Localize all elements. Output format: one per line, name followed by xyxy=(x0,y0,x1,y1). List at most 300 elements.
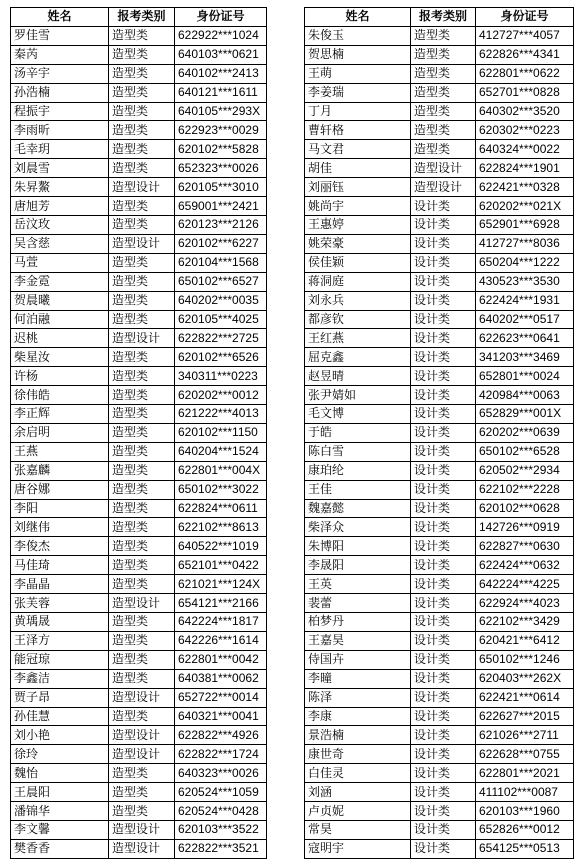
table-row xyxy=(305,442,574,461)
category-cell: 造型类 xyxy=(109,159,175,178)
id-cell: 622627***2015 xyxy=(476,707,574,726)
category-cell: 造型类 xyxy=(109,556,175,575)
category-cell: 设计类 xyxy=(411,329,476,348)
name-cell: 刘晨雪 xyxy=(11,159,109,178)
id-cell: 341203***3469 xyxy=(476,348,574,367)
id-cell: 652701***0828 xyxy=(476,83,574,102)
name-cell: 赵昱晴 xyxy=(305,367,411,386)
category-cell: 设计类 xyxy=(411,537,476,556)
category-column-header: 报考类别 xyxy=(109,8,175,27)
name-cell: 曹轩格 xyxy=(305,121,411,140)
header-row xyxy=(11,8,267,27)
category-cell: 设计类 xyxy=(411,650,476,669)
name-cell: 贺思楠 xyxy=(305,45,411,64)
table-row xyxy=(305,726,574,745)
category-cell: 造型类 xyxy=(109,26,175,45)
id-cell: 650102***6528 xyxy=(476,442,574,461)
table-row xyxy=(305,215,574,234)
name-cell: 姚尚宇 xyxy=(305,197,411,216)
table-row xyxy=(305,537,574,556)
category-cell: 造型设计 xyxy=(109,820,175,839)
id-cell: 622628***0755 xyxy=(476,745,574,764)
category-cell: 设计类 xyxy=(411,745,476,764)
id-cell: 620102***0628 xyxy=(476,499,574,518)
id-cell: 620102***1150 xyxy=(175,423,267,442)
id-cell: 620105***4025 xyxy=(175,310,267,329)
category-column-header: 报考类别 xyxy=(411,8,476,27)
id-cell: 620421***6412 xyxy=(476,631,574,650)
table-row xyxy=(11,726,267,745)
id-cell: 640103***0621 xyxy=(175,45,267,64)
table-row xyxy=(305,386,574,405)
category-cell: 造型设计 xyxy=(109,329,175,348)
category-cell: 造型类 xyxy=(109,707,175,726)
name-cell: 景浩楠 xyxy=(305,726,411,745)
name-cell: 寇明宇 xyxy=(305,839,411,858)
right-roster-table xyxy=(304,7,574,859)
table-row xyxy=(11,197,267,216)
name-cell: 王泽方 xyxy=(11,631,109,650)
name-cell: 康珀纶 xyxy=(305,461,411,480)
id-cell: 622824***1901 xyxy=(476,159,574,178)
category-cell: 造型类 xyxy=(411,64,476,83)
category-cell: 设计类 xyxy=(411,272,476,291)
table-row xyxy=(305,499,574,518)
category-cell: 造型类 xyxy=(109,291,175,310)
category-cell: 造型设计 xyxy=(411,159,476,178)
category-cell: 造型类 xyxy=(411,45,476,64)
category-cell: 设计类 xyxy=(411,707,476,726)
category-cell: 设计类 xyxy=(411,499,476,518)
table-row xyxy=(11,291,267,310)
category-cell: 造型类 xyxy=(411,102,476,121)
table-row xyxy=(11,102,267,121)
category-cell: 造型类 xyxy=(109,121,175,140)
category-cell: 造型类 xyxy=(109,310,175,329)
id-cell: 652101***0422 xyxy=(175,556,267,575)
id-cell: 622922***1024 xyxy=(175,26,267,45)
table-row xyxy=(305,613,574,632)
name-cell: 李曈 xyxy=(305,669,411,688)
name-cell: 李正辉 xyxy=(11,405,109,424)
id-cell: 640202***0035 xyxy=(175,291,267,310)
id-cell: 621021***124X xyxy=(175,575,267,594)
id-cell: 412727***8036 xyxy=(476,234,574,253)
table-row xyxy=(11,405,267,424)
name-cell: 康世奇 xyxy=(305,745,411,764)
name-cell: 李雨昕 xyxy=(11,121,109,140)
table-row xyxy=(11,234,267,253)
category-cell: 设计类 xyxy=(411,253,476,272)
name-cell: 王英 xyxy=(305,575,411,594)
category-cell: 设计类 xyxy=(411,669,476,688)
name-cell: 侯佳颖 xyxy=(305,253,411,272)
name-cell: 李姜瑞 xyxy=(305,83,411,102)
category-cell: 造型类 xyxy=(109,613,175,632)
name-cell: 刘小艳 xyxy=(11,726,109,745)
table-row xyxy=(305,839,574,858)
category-cell: 造型类 xyxy=(109,764,175,783)
table-row xyxy=(305,121,574,140)
id-cell: 622102***3429 xyxy=(476,613,574,632)
category-cell: 造型类 xyxy=(109,537,175,556)
id-cell: 620502***2934 xyxy=(476,461,574,480)
name-cell: 柴星汝 xyxy=(11,348,109,367)
id-cell: 622801***2021 xyxy=(476,764,574,783)
name-cell: 屈克鑫 xyxy=(305,348,411,367)
name-cell: 白佳灵 xyxy=(305,764,411,783)
id-cell: 642224***4225 xyxy=(476,575,574,594)
category-cell: 造型类 xyxy=(109,631,175,650)
id-cell: 652722***0014 xyxy=(175,688,267,707)
table-row xyxy=(11,556,267,575)
category-cell: 造型类 xyxy=(109,650,175,669)
table-row xyxy=(305,480,574,499)
id-cell: 340311***0223 xyxy=(175,367,267,386)
table-row xyxy=(305,83,574,102)
table-row xyxy=(11,64,267,83)
id-cell: 622421***0328 xyxy=(476,178,574,197)
category-cell: 设计类 xyxy=(411,348,476,367)
name-cell: 潘锦华 xyxy=(11,802,109,821)
table-row xyxy=(305,423,574,442)
name-cell: 马萱 xyxy=(11,253,109,272)
table-row xyxy=(11,764,267,783)
category-cell: 设计类 xyxy=(411,688,476,707)
id-cell: 621222***4013 xyxy=(175,405,267,424)
table-row xyxy=(11,348,267,367)
category-cell: 设计类 xyxy=(411,461,476,480)
id-cell: 652801***0024 xyxy=(476,367,574,386)
name-cell: 陈泽 xyxy=(305,688,411,707)
id-column-header: 身份证号 xyxy=(476,8,574,27)
category-cell: 造型类 xyxy=(109,499,175,518)
table-row xyxy=(11,707,267,726)
name-cell: 侍国卉 xyxy=(305,650,411,669)
name-cell: 王萌 xyxy=(305,64,411,83)
name-cell: 秦芮 xyxy=(11,45,109,64)
id-cell: 620104***1568 xyxy=(175,253,267,272)
id-cell: 622424***0632 xyxy=(476,556,574,575)
category-cell: 设计类 xyxy=(411,442,476,461)
id-cell: 622102***8613 xyxy=(175,518,267,537)
category-cell: 设计类 xyxy=(411,613,476,632)
table-row xyxy=(11,121,267,140)
id-cell: 652901***6928 xyxy=(476,215,574,234)
table-row xyxy=(305,329,574,348)
name-cell: 卢贞妮 xyxy=(305,802,411,821)
table-row xyxy=(11,820,267,839)
category-cell: 设计类 xyxy=(411,480,476,499)
id-cell: 622801***004X xyxy=(175,461,267,480)
category-cell: 设计类 xyxy=(411,839,476,858)
category-cell: 造型类 xyxy=(109,253,175,272)
name-cell: 魏嘉懿 xyxy=(305,499,411,518)
table-row xyxy=(11,839,267,858)
category-cell: 造型类 xyxy=(109,102,175,121)
table-row xyxy=(11,215,267,234)
category-cell: 设计类 xyxy=(411,820,476,839)
id-cell: 640324***0022 xyxy=(476,140,574,159)
id-cell: 622801***0042 xyxy=(175,650,267,669)
id-cell: 621026***2711 xyxy=(476,726,574,745)
name-cell: 李鑫洁 xyxy=(11,669,109,688)
id-cell: 640321***0041 xyxy=(175,707,267,726)
table-row xyxy=(11,802,267,821)
id-cell: 622826***4341 xyxy=(476,45,574,64)
id-cell: 659001***2421 xyxy=(175,197,267,216)
table-row xyxy=(305,310,574,329)
id-cell: 650102***1246 xyxy=(476,650,574,669)
category-cell: 造型设计 xyxy=(109,745,175,764)
id-cell: 620403***262X xyxy=(476,669,574,688)
category-cell: 设计类 xyxy=(411,423,476,442)
id-cell: 640522***1019 xyxy=(175,537,267,556)
category-cell: 造型类 xyxy=(109,575,175,594)
table-row xyxy=(305,348,574,367)
category-cell: 设计类 xyxy=(411,197,476,216)
name-cell: 柏梦丹 xyxy=(305,613,411,632)
id-cell: 622822***4926 xyxy=(175,726,267,745)
id-cell: 640121***1611 xyxy=(175,83,267,102)
id-cell: 620202***021X xyxy=(476,197,574,216)
category-cell: 造型类 xyxy=(109,197,175,216)
name-cell: 罗佳雪 xyxy=(11,26,109,45)
name-cell: 魏怡 xyxy=(11,764,109,783)
category-cell: 造型类 xyxy=(109,272,175,291)
name-cell: 张嘉麟 xyxy=(11,461,109,480)
name-cell: 陈白雪 xyxy=(305,442,411,461)
table-row xyxy=(305,783,574,802)
name-cell: 胡佳 xyxy=(305,159,411,178)
name-cell: 李阳 xyxy=(11,499,109,518)
name-cell: 朱昇鰲 xyxy=(11,178,109,197)
id-cell: 622924***4023 xyxy=(476,594,574,613)
name-cell: 裴蕾 xyxy=(305,594,411,613)
name-cell: 丁月 xyxy=(305,102,411,121)
name-cell: 马佳琦 xyxy=(11,556,109,575)
id-cell: 652826***0012 xyxy=(476,820,574,839)
category-cell: 造型设计 xyxy=(109,839,175,858)
id-column-header: 身份证号 xyxy=(175,8,267,27)
table-row xyxy=(11,669,267,688)
name-cell: 余启明 xyxy=(11,423,109,442)
name-cell: 孙浩楠 xyxy=(11,83,109,102)
category-cell: 造型类 xyxy=(109,45,175,64)
id-cell: 652323***0026 xyxy=(175,159,267,178)
category-cell: 造型类 xyxy=(411,121,476,140)
id-cell: 620123***2126 xyxy=(175,215,267,234)
category-cell: 造型类 xyxy=(109,64,175,83)
id-cell: 620524***1059 xyxy=(175,783,267,802)
table-row xyxy=(305,631,574,650)
name-cell: 毛文博 xyxy=(305,405,411,424)
name-cell: 刘涵 xyxy=(305,783,411,802)
category-cell: 设计类 xyxy=(411,575,476,594)
id-cell: 620102***5828 xyxy=(175,140,267,159)
name-column-header: 姓名 xyxy=(305,8,411,27)
id-cell: 620102***6227 xyxy=(175,234,267,253)
category-cell: 造型类 xyxy=(109,386,175,405)
name-cell: 吴含慈 xyxy=(11,234,109,253)
table-row xyxy=(11,45,267,64)
id-cell: 622923***0029 xyxy=(175,121,267,140)
name-cell: 王红燕 xyxy=(305,329,411,348)
category-cell: 造型设计 xyxy=(411,178,476,197)
table-row xyxy=(305,45,574,64)
id-cell: 430523***3530 xyxy=(476,272,574,291)
name-cell: 李晟阳 xyxy=(305,556,411,575)
table-row xyxy=(11,650,267,669)
table-row xyxy=(305,669,574,688)
category-cell: 设计类 xyxy=(411,802,476,821)
category-cell: 造型设计 xyxy=(109,594,175,613)
table-row xyxy=(11,26,267,45)
table-row xyxy=(11,423,267,442)
name-cell: 樊香香 xyxy=(11,839,109,858)
id-cell: 412727***4057 xyxy=(476,26,574,45)
table-row xyxy=(11,480,267,499)
category-cell: 造型类 xyxy=(109,367,175,386)
name-cell: 王惠婷 xyxy=(305,215,411,234)
table-row xyxy=(11,159,267,178)
id-cell: 622623***0641 xyxy=(476,329,574,348)
name-cell: 李康 xyxy=(305,707,411,726)
table-row xyxy=(305,802,574,821)
name-cell: 何泊融 xyxy=(11,310,109,329)
id-cell: 642226***1614 xyxy=(175,631,267,650)
name-column-header: 姓名 xyxy=(11,8,109,27)
category-cell: 造型类 xyxy=(109,405,175,424)
category-cell: 造型类 xyxy=(411,140,476,159)
id-cell: 420984***0063 xyxy=(476,386,574,405)
category-cell: 造型类 xyxy=(109,215,175,234)
table-row xyxy=(11,518,267,537)
table-row xyxy=(305,178,574,197)
id-cell: 622822***2725 xyxy=(175,329,267,348)
table-row xyxy=(305,291,574,310)
name-cell: 汤辛宇 xyxy=(11,64,109,83)
name-cell: 马文君 xyxy=(305,140,411,159)
id-cell: 620103***3522 xyxy=(175,820,267,839)
table-row xyxy=(11,329,267,348)
name-cell: 朱博阳 xyxy=(305,537,411,556)
category-cell: 造型设计 xyxy=(109,726,175,745)
table-row xyxy=(11,537,267,556)
name-cell: 王燕 xyxy=(11,442,109,461)
name-cell: 王嘉昊 xyxy=(305,631,411,650)
table-row xyxy=(305,650,574,669)
category-cell: 造型类 xyxy=(109,461,175,480)
id-cell: 640323***0026 xyxy=(175,764,267,783)
name-cell: 柴泽众 xyxy=(305,518,411,537)
table-row xyxy=(305,159,574,178)
name-cell: 迟桃 xyxy=(11,329,109,348)
id-cell: 622801***0622 xyxy=(476,64,574,83)
name-cell: 李俊杰 xyxy=(11,537,109,556)
id-cell: 411102***0087 xyxy=(476,783,574,802)
name-cell: 刘丽钰 xyxy=(305,178,411,197)
id-cell: 620102***6526 xyxy=(175,348,267,367)
category-cell: 造型设计 xyxy=(109,178,175,197)
id-cell: 620105***3010 xyxy=(175,178,267,197)
name-cell: 孙佳慧 xyxy=(11,707,109,726)
table-row xyxy=(305,367,574,386)
table-row xyxy=(11,631,267,650)
table-row xyxy=(11,178,267,197)
id-cell: 622822***3521 xyxy=(175,839,267,858)
id-cell: 654125***0513 xyxy=(476,839,574,858)
id-cell: 654121***2166 xyxy=(175,594,267,613)
table-row xyxy=(305,764,574,783)
category-cell: 设计类 xyxy=(411,631,476,650)
category-cell: 造型类 xyxy=(109,802,175,821)
table-row xyxy=(305,518,574,537)
category-cell: 设计类 xyxy=(411,594,476,613)
id-cell: 640381***0062 xyxy=(175,669,267,688)
name-cell: 徐伟皓 xyxy=(11,386,109,405)
category-cell: 设计类 xyxy=(411,310,476,329)
table-row xyxy=(11,367,267,386)
table-row xyxy=(305,688,574,707)
name-cell: 许杨 xyxy=(11,367,109,386)
category-cell: 设计类 xyxy=(411,215,476,234)
id-cell: 640302***3520 xyxy=(476,102,574,121)
table-row xyxy=(11,745,267,764)
name-cell: 李文馨 xyxy=(11,820,109,839)
id-cell: 650204***1222 xyxy=(476,253,574,272)
category-cell: 造型类 xyxy=(109,442,175,461)
id-cell: 652829***001X xyxy=(476,405,574,424)
category-cell: 造型设计 xyxy=(109,234,175,253)
category-cell: 造型类 xyxy=(109,669,175,688)
id-cell: 642224***1817 xyxy=(175,613,267,632)
name-cell: 程振宇 xyxy=(11,102,109,121)
category-cell: 设计类 xyxy=(411,234,476,253)
name-cell: 张芙蓉 xyxy=(11,594,109,613)
id-cell: 142726***0919 xyxy=(476,518,574,537)
category-cell: 造型类 xyxy=(109,348,175,367)
name-cell: 李金霓 xyxy=(11,272,109,291)
id-cell: 622421***0614 xyxy=(476,688,574,707)
name-cell: 蒋洞庭 xyxy=(305,272,411,291)
table-row xyxy=(11,140,267,159)
table-row xyxy=(305,234,574,253)
category-cell: 造型类 xyxy=(109,783,175,802)
table-row xyxy=(305,405,574,424)
category-cell: 设计类 xyxy=(411,783,476,802)
id-cell: 640202***0517 xyxy=(476,310,574,329)
table-row xyxy=(305,140,574,159)
table-row xyxy=(11,499,267,518)
category-cell: 造型类 xyxy=(411,83,476,102)
category-cell: 造型类 xyxy=(109,518,175,537)
category-cell: 设计类 xyxy=(411,367,476,386)
name-cell: 王佳 xyxy=(305,480,411,499)
name-cell: 能冠琼 xyxy=(11,650,109,669)
name-cell: 刘继伟 xyxy=(11,518,109,537)
table-row xyxy=(305,820,574,839)
table-row xyxy=(11,594,267,613)
id-cell: 622824***0611 xyxy=(175,499,267,518)
name-cell: 都彦钦 xyxy=(305,310,411,329)
id-cell: 650102***3022 xyxy=(175,480,267,499)
table-row xyxy=(305,745,574,764)
category-cell: 设计类 xyxy=(411,764,476,783)
table-row xyxy=(305,556,574,575)
id-cell: 622102***2228 xyxy=(476,480,574,499)
table-row xyxy=(11,83,267,102)
